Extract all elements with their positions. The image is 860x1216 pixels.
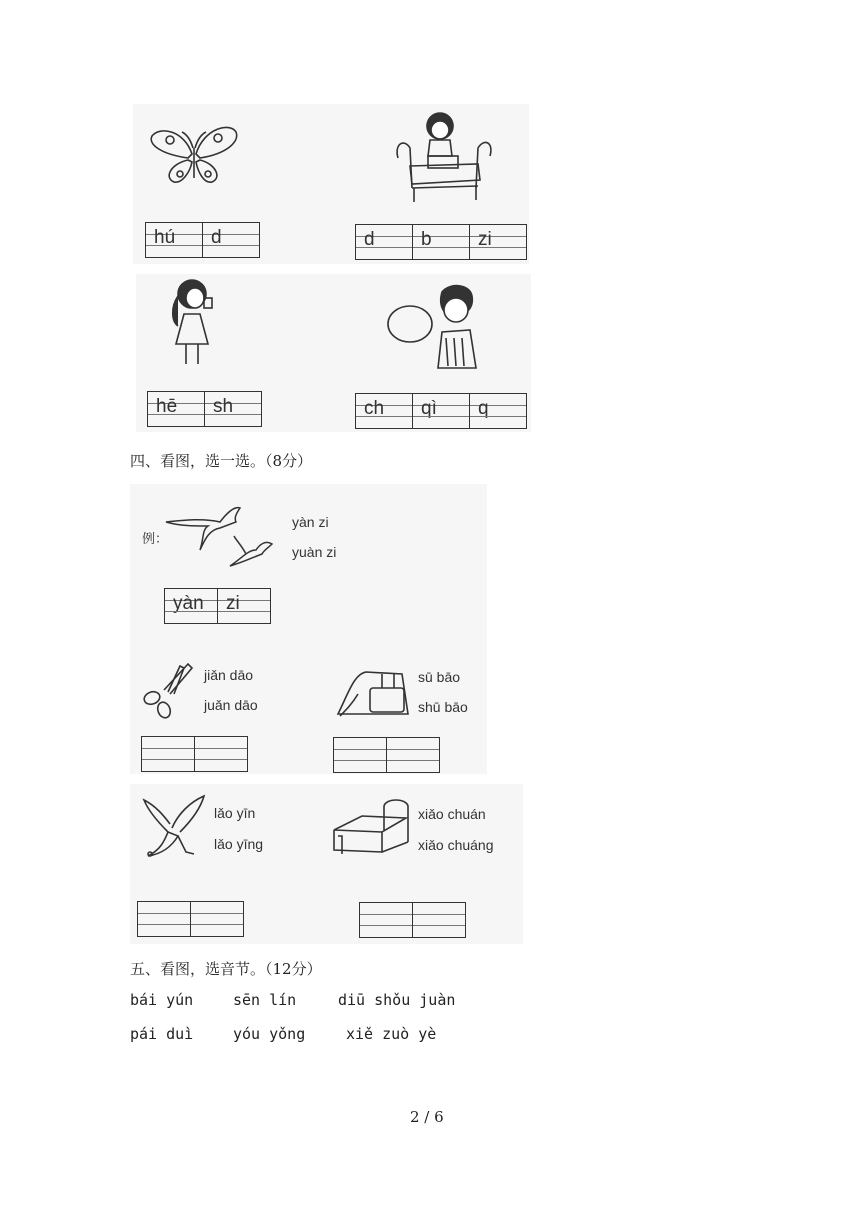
answer-cell[interactable] <box>412 903 466 937</box>
answer-cell[interactable] <box>141 737 194 771</box>
page-number: 2 / 6 <box>410 1108 444 1126</box>
example-label: 例： <box>142 532 169 547</box>
answer-box-eagle <box>137 901 244 937</box>
syllable-option: yóu yǒng <box>233 1025 306 1043</box>
pinyin-box-boy-balloon <box>355 393 527 429</box>
pinyin-cell: qì <box>412 394 469 428</box>
eagle-option-2: lǎo yīng <box>214 836 264 852</box>
bed-option-1: xiǎo chuán <box>418 806 486 822</box>
answer-cell[interactable] <box>333 738 386 772</box>
pinyin-cell: zi <box>217 589 271 623</box>
pinyin-cell: b <box>412 225 469 259</box>
pinyin-box-butterfly <box>145 222 260 258</box>
eagle-option-1: lǎo yīn <box>214 805 256 821</box>
example-option-1: yàn zi <box>292 514 329 530</box>
bed-option-2: xiǎo chuáng <box>418 837 494 853</box>
bed-icon <box>332 796 414 860</box>
scissors-option-1: jiǎn dāo <box>204 667 254 683</box>
girl-on-bed-icon <box>390 108 498 206</box>
eagle-icon <box>138 792 210 864</box>
butterfly-icon <box>146 120 241 192</box>
answer-cell[interactable] <box>386 738 440 772</box>
boy-blowing-balloon-icon <box>384 282 494 372</box>
swallow-icon <box>164 500 276 576</box>
girl-drinking-icon <box>162 278 222 370</box>
answer-cell[interactable] <box>359 903 412 937</box>
schoolbag-icon <box>336 664 412 720</box>
syllable-option: pái duì <box>130 1025 194 1043</box>
syllable-option: diū shǒu juàn <box>338 991 456 1009</box>
schoolbag-option-1: sū bāo <box>418 669 461 685</box>
pinyin-cell: hē <box>147 392 204 426</box>
pinyin-cell: sh <box>204 392 262 426</box>
pinyin-box-girl-drinking <box>147 391 262 427</box>
example-option-2: yuàn zi <box>292 544 337 560</box>
answer-box-schoolbag <box>333 737 440 773</box>
schoolbag-option-2: shū bāo <box>418 699 468 715</box>
scissors-icon <box>140 660 196 720</box>
answer-cell[interactable] <box>137 902 190 936</box>
section-five-heading: 五、看图，选音节。（12分） <box>130 960 322 978</box>
pinyin-box-example <box>164 588 271 624</box>
pinyin-cell: zi <box>469 225 527 259</box>
answer-box-bed <box>359 902 466 938</box>
section-four-heading: 四、看图，选一选。（8分） <box>130 452 313 470</box>
pinyin-cell: d <box>355 225 412 259</box>
pinyin-cell: ch <box>355 394 412 428</box>
answer-cell[interactable] <box>194 737 248 771</box>
pinyin-cell: hú <box>145 223 202 257</box>
pinyin-cell: d <box>202 223 260 257</box>
syllable-option: bái yún <box>130 991 194 1009</box>
answer-cell[interactable] <box>190 902 244 936</box>
pinyin-cell: q <box>469 394 527 428</box>
scissors-option-2: juǎn dāo <box>204 697 258 713</box>
pinyin-cell: yàn <box>164 589 217 623</box>
syllable-option: xiě zuò yè <box>346 1025 437 1043</box>
syllable-option: sēn lín <box>233 991 297 1009</box>
answer-box-scissors <box>141 736 248 772</box>
pinyin-box-girl-on-bed <box>355 224 527 260</box>
